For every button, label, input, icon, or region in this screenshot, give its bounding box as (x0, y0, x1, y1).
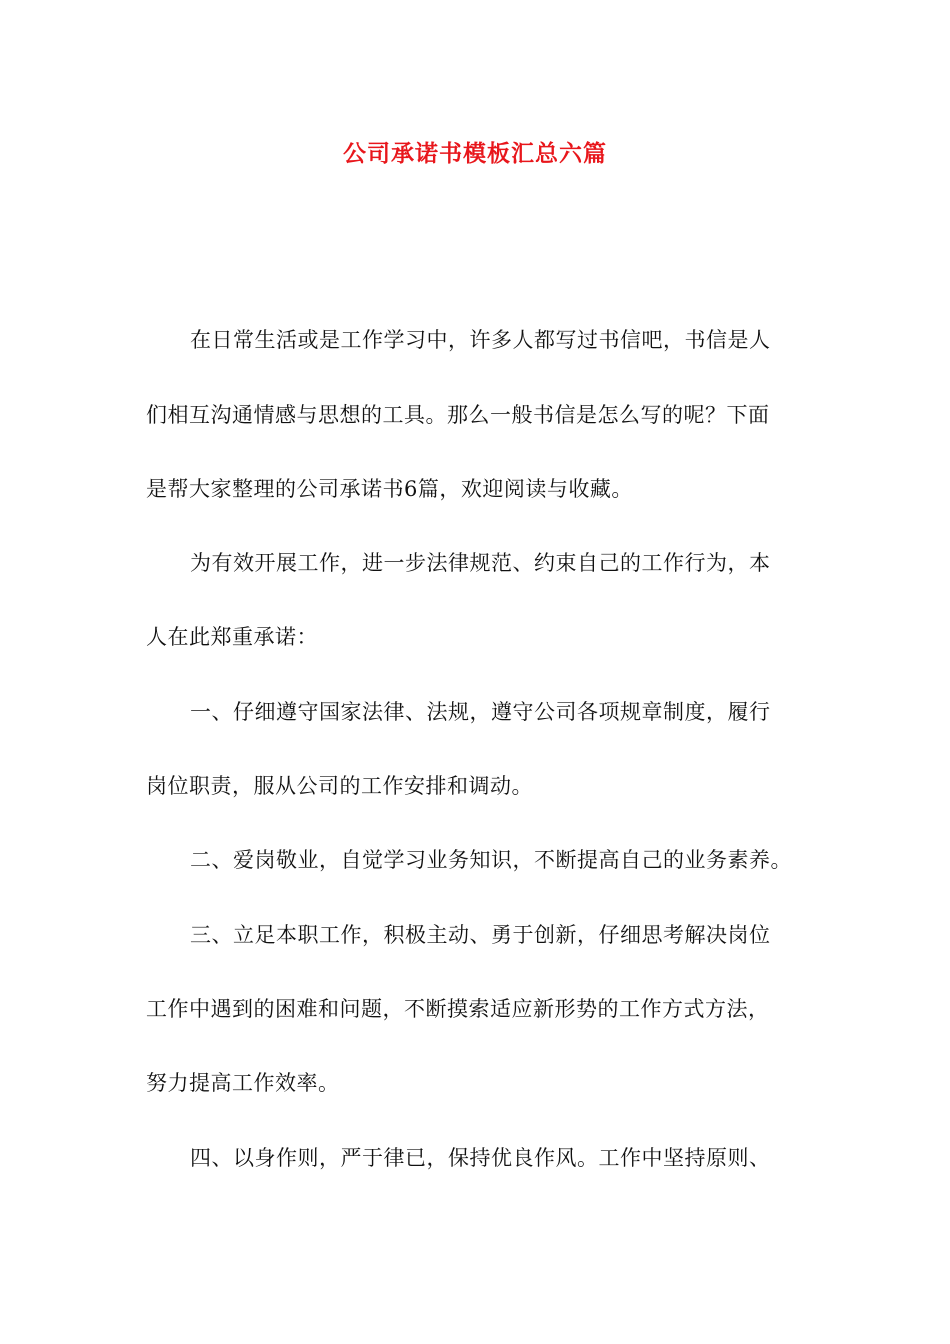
paragraph-1-line-3: 是帮大家整理的公司承诺书6篇，欢迎阅读与收藏。 (146, 477, 633, 501)
paragraph-2-line-1: 为有效开展工作，进一步法律规范、约束自己的工作行为，本 (190, 551, 771, 575)
paragraph-1-line-2: 们相互沟通情感与思想的工具。那么一般书信是怎么写的呢？下面 (146, 403, 770, 427)
paragraph-5-line-1: 三、立足本职工作，积极主动、勇于创新，仔细思考解决岗位 (190, 923, 771, 947)
paragraph-3-line-2: 岗位职责，服从公司的工作安排和调动。 (146, 774, 533, 798)
paragraph-5-line-3: 努力提高工作效率。 (146, 1071, 340, 1095)
document-title: 公司承诺书模板汇总六篇 (343, 140, 607, 167)
paragraph-1-line-1: 在日常生活或是工作学习中，许多人都写过书信吧，书信是人 (190, 328, 771, 352)
paragraph-3-line-1: 一、仔细遵守国家法律、法规，遵守公司各项规章制度，履行 (190, 700, 771, 724)
paragraph-6-line-1: 四、以身作则，严于律已，保持优良作风。工作中坚持原则、 (190, 1146, 771, 1170)
paragraph-5-line-2: 工作中遇到的困难和问题，不断摸索适应新形势的工作方式方法， (146, 997, 770, 1021)
paragraph-4-line-1: 二、爱岗敬业，自觉学习业务知识，不断提高自己的业务素养。 (190, 848, 792, 872)
paragraph-2-line-2: 人在此郑重承诺： (146, 625, 318, 649)
